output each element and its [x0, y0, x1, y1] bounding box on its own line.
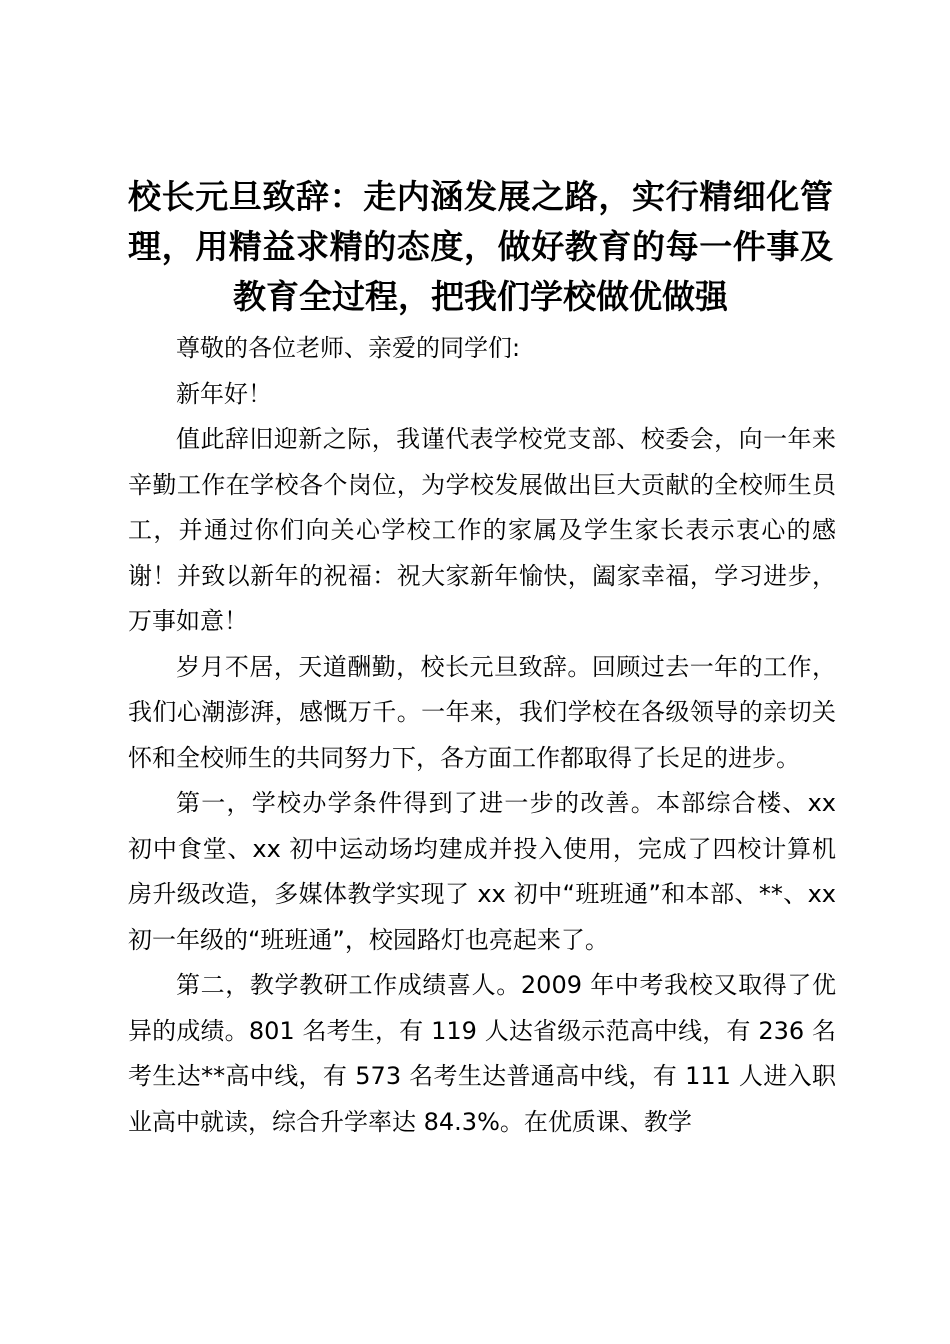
paragraph-thanks: 值此辞旧迎新之际，我谨代表学校党支部、校委会，向一年来辛勤工作在学校各个岗位，为学校发展做出巨大贡献的全校师生员工，并通过你们向关心学校工作的家属及学生家长表示衷心的感谢！并致以新年的祝福：祝大家新年愉快，阖家幸福，学习进步，万事如意！: [128, 425, 836, 635]
greeting: 新年好！: [176, 379, 272, 408]
paragraph-second-teaching: 第二，教学教研工作成绩喜人。2009 年中考我校又取得了优异的成绩。801 名考生，有 119 人达省级示范高中线，有 236 名考生达**高中线，有 573 名考生达普通高中线，有 111 人进入职业高中就读，综合升学率达 84.3%。在优质课、教学: [128, 971, 836, 1136]
document-title: 校长元旦致辞：走内涵发展之路，实行精细化管理，用精益求精的态度，做好教育的每一件事及教育全过程，把我们学校做优做强: [128, 177, 833, 316]
salutation: 尊敬的各位老师、亲爱的同学们:: [176, 334, 521, 362]
document-body: [128, 326, 836, 1145]
paragraph-review: 岁月不居，天道酬勤，校长元旦致辞。回顾过去一年的工作，我们心潮澎湃，感慨万千。一年来，我们学校在各级领导的亲切关怀和全校师生的共同努力下，各方面工作都取得了长足的进步。: [128, 652, 836, 772]
paragraph-first-conditions: 第一，学校办学条件得到了进一步的改善。本部综合楼、xx 初中食堂、xx 初中运动场均建成并投入使用，完成了四校计算机房升级改造，多媒体教学实现了 xx 初中“班班通”和本部、**、xx 初一年级的“班班通”，校园路灯也亮起来了。: [128, 789, 836, 954]
